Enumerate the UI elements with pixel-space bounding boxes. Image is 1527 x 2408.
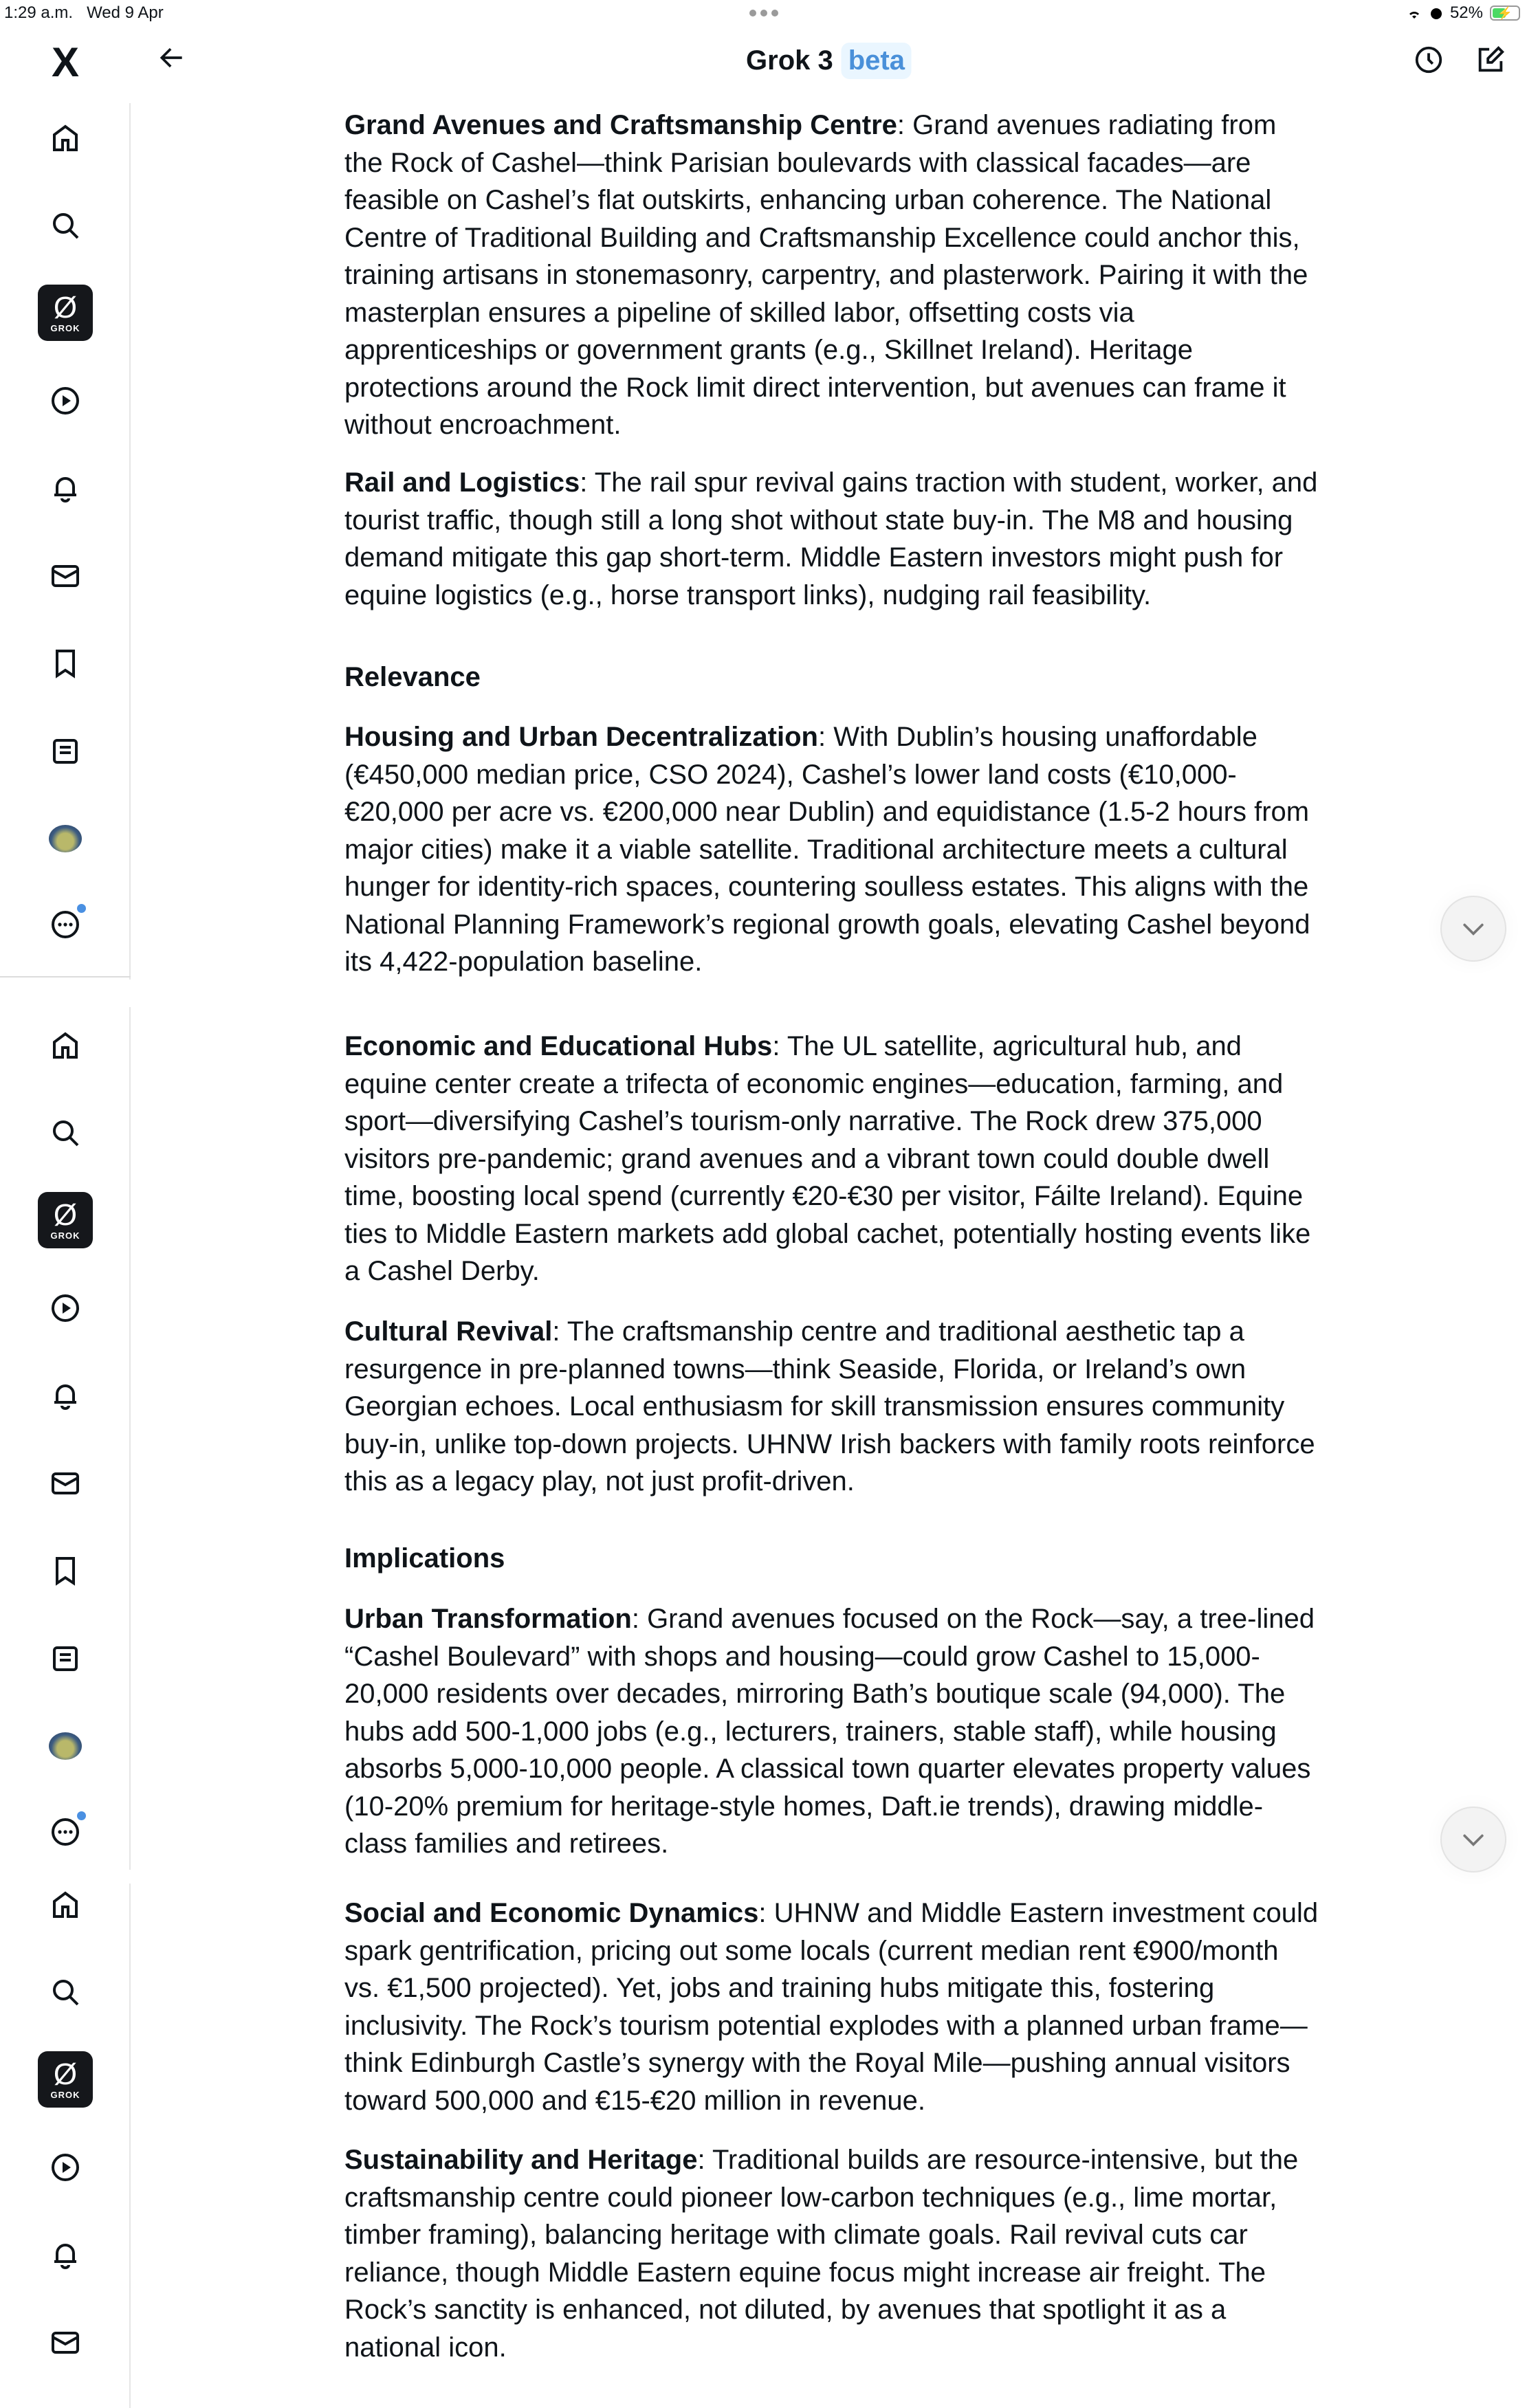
notification-dot [77,1811,86,1820]
sidebar-item-more[interactable] [38,899,93,954]
sidebar-item-search[interactable] [38,1105,93,1160]
avatar [49,1732,82,1760]
sidebar-item-more[interactable] [38,1807,93,1862]
wifi-icon [1406,6,1422,20]
bookmark-icon [49,1554,82,1587]
more-icon [49,908,82,941]
search-icon [49,209,82,242]
sidebar-item-video[interactable] [38,373,93,428]
sidebar-item-video[interactable] [38,2140,93,2195]
sidebar-item-lists[interactable] [38,1631,93,1686]
header [131,27,1527,96]
sidebar-item-home[interactable] [38,1017,93,1072]
play-icon [49,2151,82,2184]
paragraph-urban-transformation: Urban Transformation: Grand avenues focused on the Rock—say, a tree-lined “Cashel Boulevard” with shops and housing—could grow Cashel to 15,000-20,000 residents over decades, mirroring Bath’s boutique scale (94,000). The hubs add 500-1,000 jobs (e.g., lecturers, trainers, stable staff), while housing absorbs 5,000-10,000 people. A classical town quarter elevates property values (10-20% premium for heritage-style homes, Daft.ie trends), drawing middle-class families and retirees. [344,1604,1315,1859]
sidebar-item-profile[interactable] [38,1719,93,1774]
mail-icon [49,2326,82,2359]
sidebar-item-home[interactable] [38,110,93,165]
divider [0,976,131,977]
sidebar-item-bookmarks[interactable] [38,636,93,691]
paragraph-social-economic: Social and Economic Dynamics: UHNW and Middle Eastern investment could spark gentrification, pricing out some locals (current median rent €900/month vs. €1,500 projected). Yet, jobs and training hubs mitigate this, fostering inclusivity. The Rock’s tourism potential explodes with a planned urban frame—think Edinburgh Castle’s synergy with the Royal Mile—pushing annual visitors toward 500,000 and €15-€20 million in revenue. [344,1898,1319,2116]
sidebar-item-search[interactable] [38,1965,93,2020]
bell-icon [49,472,82,505]
scroll-down-button[interactable] [1440,1807,1506,1873]
bell-icon [49,2238,82,2271]
list-icon [49,1642,82,1675]
more-icon [49,1815,82,1848]
title-text: Grok 3 [746,45,833,76]
sidebar-item-search[interactable] [38,198,93,253]
sidebar-item-grok[interactable] [38,2052,93,2107]
sidebar-item-grok[interactable] [38,285,93,340]
sidebar-item-lists[interactable] [38,724,93,779]
back-button[interactable] [151,41,193,82]
arrow-left-icon [157,43,187,73]
grok-icon: Ø GROK [38,285,93,341]
battery-charging-icon: ⚡ [1490,5,1520,21]
heading-implications: Implications [344,1543,505,1573]
status-bar [0,0,1527,27]
home-icon [49,1028,82,1061]
paragraph-economic-hubs: Economic and Educational Hubs: The UL satellite, agricultural hub, and equine center create a trifecta of economic engines—education, farming, and sport—diversifying Cashel’s tourism-only narrative. The Rock drew 375,000 visitors pre-pandemic; grand avenues and a vibrant town could double dwell time, boosting local spend (currently €20-€30 per visitor, Fáilte Ireland). Equine ties to Middle Eastern markets add global cachet, potentially hosting events like a Cashel Derby. [344,1031,1311,1286]
sidebar-item-notifications[interactable] [38,461,93,516]
battery-percent: 52% [1449,3,1483,22]
sidebar-item-notifications[interactable] [38,1368,93,1423]
paragraph-housing: Housing and Urban Decentralization: With Dublin’s housing unaffordable (€450,000 median price, CSO 2024), Cashel’s lower land costs (€10,000-€20,000 per acre vs. €200,000 near Dublin) and equidistance (1.5-2 hours from major cities) make it a viable satellite. Traditional architecture meets a cultural hunger for identity-rich spaces, countering soulless estates. This aligns with the National Planning Framework’s regional growth goals, elevating Cashel beyond its 4,422-population baseline. [344,722,1310,977]
scroll-down-button[interactable] [1440,896,1506,962]
mail-icon [49,1467,82,1500]
status-indicators [1406,3,1520,23]
chevron-down-icon [1458,914,1488,944]
home-icon [49,121,82,154]
sidebar-item-messages[interactable] [38,2315,93,2370]
page-title [746,43,912,79]
grok-icon: Ø GROK [38,1192,93,1248]
x-logo[interactable]: X [51,39,80,85]
avatar [49,825,82,852]
status-time: 1:29 a.m. Wed 9 Apr [4,3,164,22]
chevron-down-icon [1458,1824,1488,1855]
sidebar-item-video[interactable] [38,1281,93,1336]
clock-icon[interactable] [1413,44,1444,76]
heading-relevance: Relevance [344,662,481,692]
grok-icon: Ø GROK [38,2051,93,2108]
paragraph-cultural-revival: Cultural Revival: The craftsmanship centre and traditional aesthetic tap a resurgence in pre-planned towns—think Seaside, Florida, or Ireland’s own Georgian echoes. Local enthusiasm for skill transmission ensures community buy-in, unlike top-down projects. UHNW Irish backers with family roots reinforce this as a legacy play, not just profit-driven. [344,1316,1315,1496]
paragraph-rail-logistics: Rail and Logistics: The rail spur revival gains traction with student, worker, and tourist traffic, though still a long shot without state buy-in. The M8 and housing demand mitigate this gap short-term. Middle Eastern investors might push for equine logistics (e.g., horse transport links), nudging rail feasibility. [344,467,1318,610]
sidebar-item-profile[interactable] [38,811,93,866]
play-icon [49,384,82,417]
search-icon [49,1116,82,1149]
paragraph-sustainability: Sustainability and Heritage: Traditional builds are resource-intensive, but the craftsmanship centre could pioneer low-carbon techniques (e.g., lime mortar, timber framing), balancing heritage with climate goals. Rail revival cuts car reliance, though Middle Eastern equine focus might increase air freight. The Rock’s sanctity is enhanced, not diluted, by avenues that spotlight it as a national icon. [344,2145,1299,2363]
mail-icon [49,560,82,593]
search-icon [49,1976,82,2009]
beta-badge: beta [842,43,912,79]
sidebar-item-grok[interactable] [38,1193,93,1248]
sidebar-item-messages[interactable] [38,1456,93,1511]
sidebar-item-bookmarks[interactable] [38,1543,93,1598]
sidebar-item-home[interactable] [38,1877,93,1932]
paragraph-grand-avenues: Grand Avenues and Craftsmanship Centre: Grand avenues radiating from the Rock of Cashel—think Parisian boulevards with classical facades—are feasible on Cashel’s flat outskirts, enhancing urban coherence. The National Centre of Traditional Building and Craftsmanship Excellence could anchor this, training artisans in stonemasonry, carpentry, and plasterwork. Pairing it with the masterplan ensures a pipeline of skilled labor, offsetting costs via apprenticeships or government grants (e.g., Skillnet Ireland). Heritage protections around the Rock limit direct intervention, but avenues can frame it without encroachment. [344,110,1308,440]
bell-icon [49,1379,82,1412]
play-icon [49,1292,82,1325]
notification-dot [77,904,86,913]
compose-icon[interactable] [1475,44,1506,76]
home-icon [49,1888,82,1921]
sidebar-item-notifications[interactable] [38,2227,93,2282]
multitasking-dots[interactable] [749,10,778,16]
alarm-icon [1429,5,1443,21]
sidebar-item-messages[interactable] [38,549,93,604]
list-icon [49,735,82,768]
bookmark-icon [49,647,82,680]
